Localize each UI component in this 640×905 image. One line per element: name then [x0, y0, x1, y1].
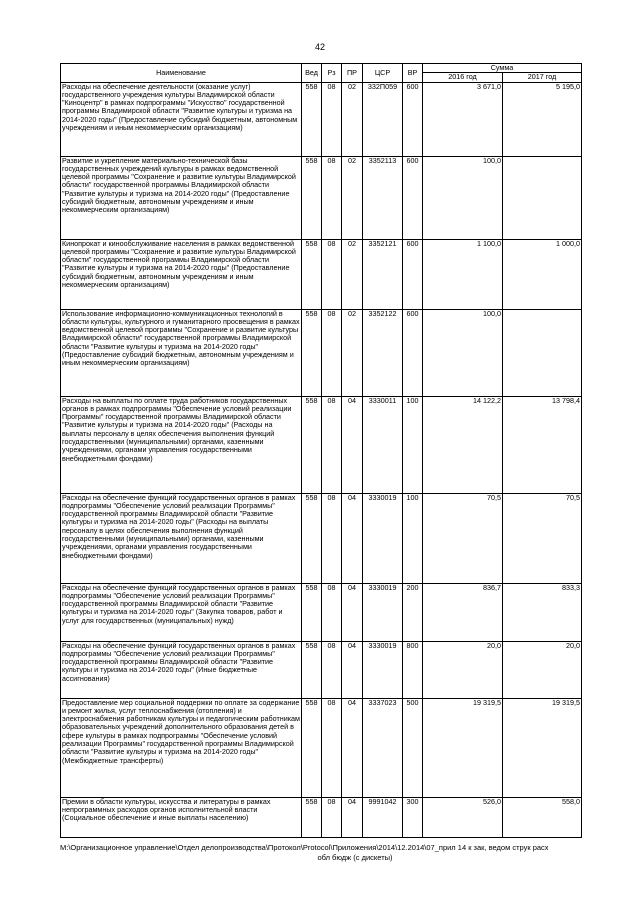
row-rz: 08 [322, 396, 342, 493]
row-name: Расходы на выплаты по оплате труда работников государственных органов в рамках подпрограммы "Обеспечение условий реализации Программы" государственной программы Владимирской области "Развитие культуры и туризма на 2014-2020 годы" (Расходы на выплаты персоналу в целях обеспечения выполнения функций государственными (муниципальными) органами, казенными учреждениями, органами управления государственными внебюджетными фондами) [61, 396, 302, 493]
row-rz: 08 [322, 698, 342, 797]
row-vr: 100 [403, 493, 423, 583]
row-ved: 558 [302, 583, 322, 641]
row-pr: 04 [342, 797, 363, 837]
row-name: Кинопрокат и кинообслуживание населения в рамках ведомственной целевой программы "Сохранение и развитие культуры Владимирской области" государственной программы Владимирской области "Развитие культуры и туризма на 2014-2020 годы" (Предоставление субсидий бюджетным, автономным учреждениям и иным некоммерческим организациям) [61, 239, 302, 309]
row-2017: 19 319,5 [503, 698, 582, 797]
row-pr: 02 [342, 309, 363, 396]
header-vr: ВР [403, 64, 423, 83]
row-rz: 08 [322, 156, 342, 239]
row-ved: 558 [302, 396, 322, 493]
row-pr: 04 [342, 396, 363, 493]
header-csr: ЦСР [363, 64, 403, 83]
row-name: Премии в области культуры, искусства и литературы в рамках непрограммных расходов органов исполнительной власти (Социальное обеспечение и иные выплаты населению) [61, 797, 302, 837]
row-rz: 08 [322, 493, 342, 583]
row-vr: 600 [403, 239, 423, 309]
row-2016: 70,5 [423, 493, 503, 583]
footer-line-2: обл бюдж (с дискеты) [317, 853, 393, 862]
budget-table [60, 63, 582, 838]
row-vr: 600 [403, 156, 423, 239]
table-header-row [61, 64, 582, 73]
row-2016: 20,0 [423, 641, 503, 698]
table-row [61, 641, 582, 698]
row-csr: 3352121 [363, 239, 403, 309]
row-2016: 3 671,0 [423, 82, 503, 156]
row-2017 [503, 156, 582, 239]
row-csr: 3352122 [363, 309, 403, 396]
row-rz: 08 [322, 641, 342, 698]
row-csr: 3330019 [363, 493, 403, 583]
header-name: Наименование [61, 64, 302, 83]
row-name: Расходы на обеспечение функций государственных органов в рамках подпрограммы "Обеспечение условий реализации Программы" государственной программы Владимирской области "Развитие культуры и туризма на 2014-2020 годы" (Расходы на выплаты персоналу в целях обеспечения выполнения функций государственными (муниципальными) органами, казенными учреждениями, органами управления государственными внебюджетными фондами) [61, 493, 302, 583]
row-pr: 04 [342, 698, 363, 797]
table-row [61, 396, 582, 493]
row-ved: 558 [302, 239, 322, 309]
header-2017: 2017 год [503, 73, 582, 82]
table-row [61, 82, 582, 156]
row-2017: 70,5 [503, 493, 582, 583]
footer-line-1: M:\Организационное управление\Отдел делопроизводства\Протокол\Protocol\Приложения\2014\12.2014\07_прил 14 к зак, ведом струк расх [60, 843, 549, 852]
row-rz: 08 [322, 583, 342, 641]
row-pr: 04 [342, 493, 363, 583]
row-ved: 558 [302, 698, 322, 797]
row-2017: 558,0 [503, 797, 582, 837]
row-ved: 558 [302, 641, 322, 698]
header-ved: Вед [302, 64, 322, 83]
row-2017: 13 798,4 [503, 396, 582, 493]
row-vr: 100 [403, 396, 423, 493]
row-rz: 08 [322, 797, 342, 837]
row-2016: 19 319,5 [423, 698, 503, 797]
row-name: Предоставление мер социальной поддержки по оплате за содержание и ремонт жилья, услуг теплоснабжения (отопления) и электроснабжения работникам культуры и педагогическим работникам образовательных учреждений дополнительного образования детей в сфере культуры в рамках подпрограммы "Обеспечение условий реализации Программы" государственной программы Владимирской области "Развитие культуры и туризма на 2014-2020 годы" (Межбюджетные трансферты) [61, 698, 302, 797]
header-2016: 2016 год [423, 73, 503, 82]
row-name: Развитие и укрепление материально-технической базы государственных учреждений культуры в рамках ведомственной целевой программы "Сохранение и развитие культуры Владимирской области" государственной программы Владимирской области "Развитие культуры и туризма на 2014-2020 годы" (Предоставление субсидий бюджетным, автономным учреждениям и иным некоммерческим организациям) [61, 156, 302, 239]
row-csr: 3352113 [363, 156, 403, 239]
row-csr: 332П059 [363, 82, 403, 156]
row-ved: 558 [302, 797, 322, 837]
row-vr: 600 [403, 82, 423, 156]
row-csr: 9991042 [363, 797, 403, 837]
row-name: Расходы на обеспечение функций государственных органов в рамках подпрограммы "Обеспечение условий реализации Программы" государственной программы Владимирской области "Развитие культуры и туризма на 2014-2020 годы" (Иные бюджетные ассигнования) [61, 641, 302, 698]
row-vr: 200 [403, 583, 423, 641]
row-pr: 02 [342, 239, 363, 309]
row-rz: 08 [322, 309, 342, 396]
row-pr: 04 [342, 583, 363, 641]
table-row [61, 309, 582, 396]
row-vr: 800 [403, 641, 423, 698]
row-name: Расходы на обеспечение функций государственных органов в рамках подпрограммы "Обеспечение условий реализации Программы" государственной программы Владимирской области "Развитие культуры и туризма на 2014-2020 годы" (Закупка товаров, работ и услуг для государственных (муниципальных) нужд) [61, 583, 302, 641]
row-name: Расходы на обеспечение деятельности (оказание услуг) государственного учреждения культуры Владимирской области "Киноцентр" в рамках подпрограммы "Искусство" государственной программы Владимирской области "Развитие культуры и туризма на 2014-2020 годы" (Предоставление субсидий бюджетным, автономным учреждениям и иным некоммерческим организациям) [61, 82, 302, 156]
row-rz: 08 [322, 239, 342, 309]
row-ved: 558 [302, 493, 322, 583]
row-2016: 836,7 [423, 583, 503, 641]
row-2016: 526,0 [423, 797, 503, 837]
row-ved: 558 [302, 156, 322, 239]
header-sum: Сумма [423, 64, 582, 73]
row-ved: 558 [302, 82, 322, 156]
row-pr: 02 [342, 156, 363, 239]
row-name: Использование информационно-коммуникационных технологий в области культуры, культурного и гуманитарного просвещения в рамках ведомственной целевой программы "Сохранение и развитие культуры Владимирской области" государственной программы Владимирской области "Развитие культуры и туризма на 2014-2020 годы" (Предоставление субсидий бюджетным, автономным учреждениям и иным некоммерческим организациям) [61, 309, 302, 396]
row-vr: 500 [403, 698, 423, 797]
row-csr: 3330019 [363, 583, 403, 641]
row-2017: 833,3 [503, 583, 582, 641]
header-pr: ПР [342, 64, 363, 83]
row-2017 [503, 309, 582, 396]
table-row [61, 493, 582, 583]
row-2017: 20,0 [503, 641, 582, 698]
row-2017: 5 195,0 [503, 82, 582, 156]
row-pr: 02 [342, 82, 363, 156]
row-csr: 3337023 [363, 698, 403, 797]
row-2016: 1 100,0 [423, 239, 503, 309]
row-2016: 100,0 [423, 309, 503, 396]
row-pr: 04 [342, 641, 363, 698]
table-row [61, 698, 582, 797]
row-2016: 14 122,2 [423, 396, 503, 493]
row-rz: 08 [322, 82, 342, 156]
table-row [61, 239, 582, 309]
row-vr: 600 [403, 309, 423, 396]
header-rz: Рз [322, 64, 342, 83]
row-2016: 100,0 [423, 156, 503, 239]
row-vr: 300 [403, 797, 423, 837]
table-row [61, 583, 582, 641]
row-ved: 558 [302, 309, 322, 396]
row-2017: 1 000,0 [503, 239, 582, 309]
table-row [61, 797, 582, 837]
footer-file-path [40, 843, 600, 863]
row-csr: 3330011 [363, 396, 403, 493]
table-row [61, 156, 582, 239]
page-number: 42 [314, 42, 325, 52]
row-csr: 3330019 [363, 641, 403, 698]
